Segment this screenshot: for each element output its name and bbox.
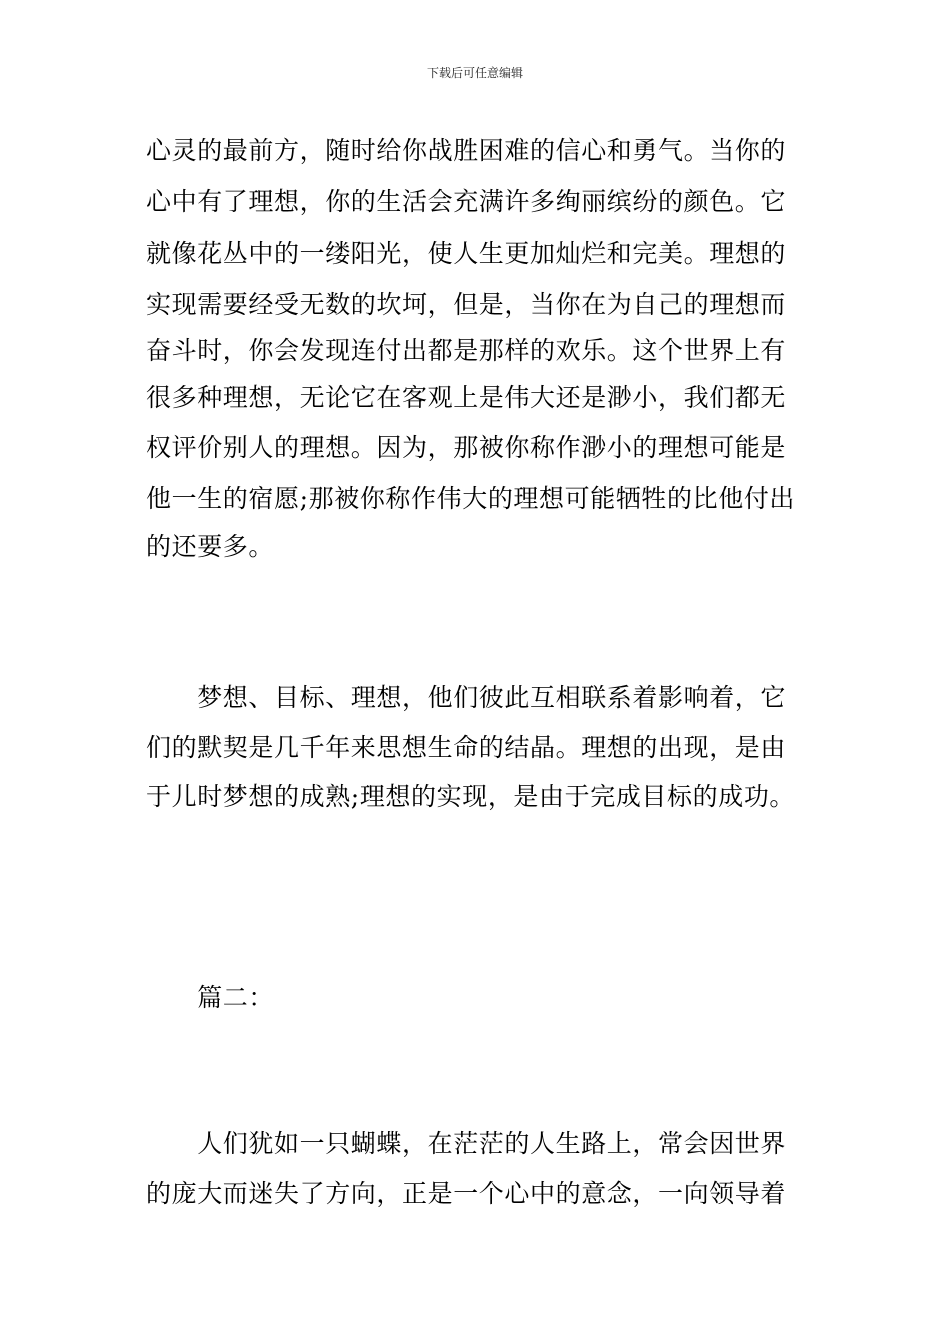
text-line: 的还要多。 — [146, 532, 275, 561]
text-line: 就像花丛中的一缕阳光，使人生更加灿烂和完美。理想的 — [146, 239, 787, 268]
text-line: 于儿时梦想的成熟;理想的实现，是由于完成目标的成功。 — [146, 782, 796, 811]
section-heading: 篇二： — [146, 983, 275, 1012]
text-line: 权评价别人的理想。因为，那被你称作渺小的理想可能是 — [146, 433, 787, 462]
text-line: 很多种理想，无论它在客观上是伟大还是渺小，我们都无 — [146, 383, 787, 412]
page-header: 下载后可任意编辑 — [426, 66, 523, 80]
text-line: 他一生的宿愿;那被你称作伟大的理想可能牺牲的比他付出 — [146, 484, 796, 513]
text-line: 奋斗时，你会发现连付出都是那样的欢乐。这个世界上有 — [146, 336, 787, 365]
text-line: 实现需要经受无数的坎坷，但是，当你在为自己的理想而 — [146, 290, 787, 319]
text-line: 人们犹如一只蝴蝶，在茫茫的人生路上，常会因世界 — [146, 1129, 787, 1158]
text-line: 梦想、目标、理想，他们彼此互相联系着影响着，它 — [146, 683, 787, 712]
text-line: 的庞大而迷失了方向，正是一个心中的意念，一向领导着 — [146, 1179, 787, 1208]
text-line: 心中有了理想，你的生活会充满许多绚丽缤纷的颜色。它 — [146, 187, 787, 216]
text-line: 们的默契是几千年来思想生命的结晶。理想的出现，是由 — [146, 733, 787, 762]
text-line: 心灵的最前方，随时给你战胜困难的信心和勇气。当你的 — [146, 136, 787, 165]
